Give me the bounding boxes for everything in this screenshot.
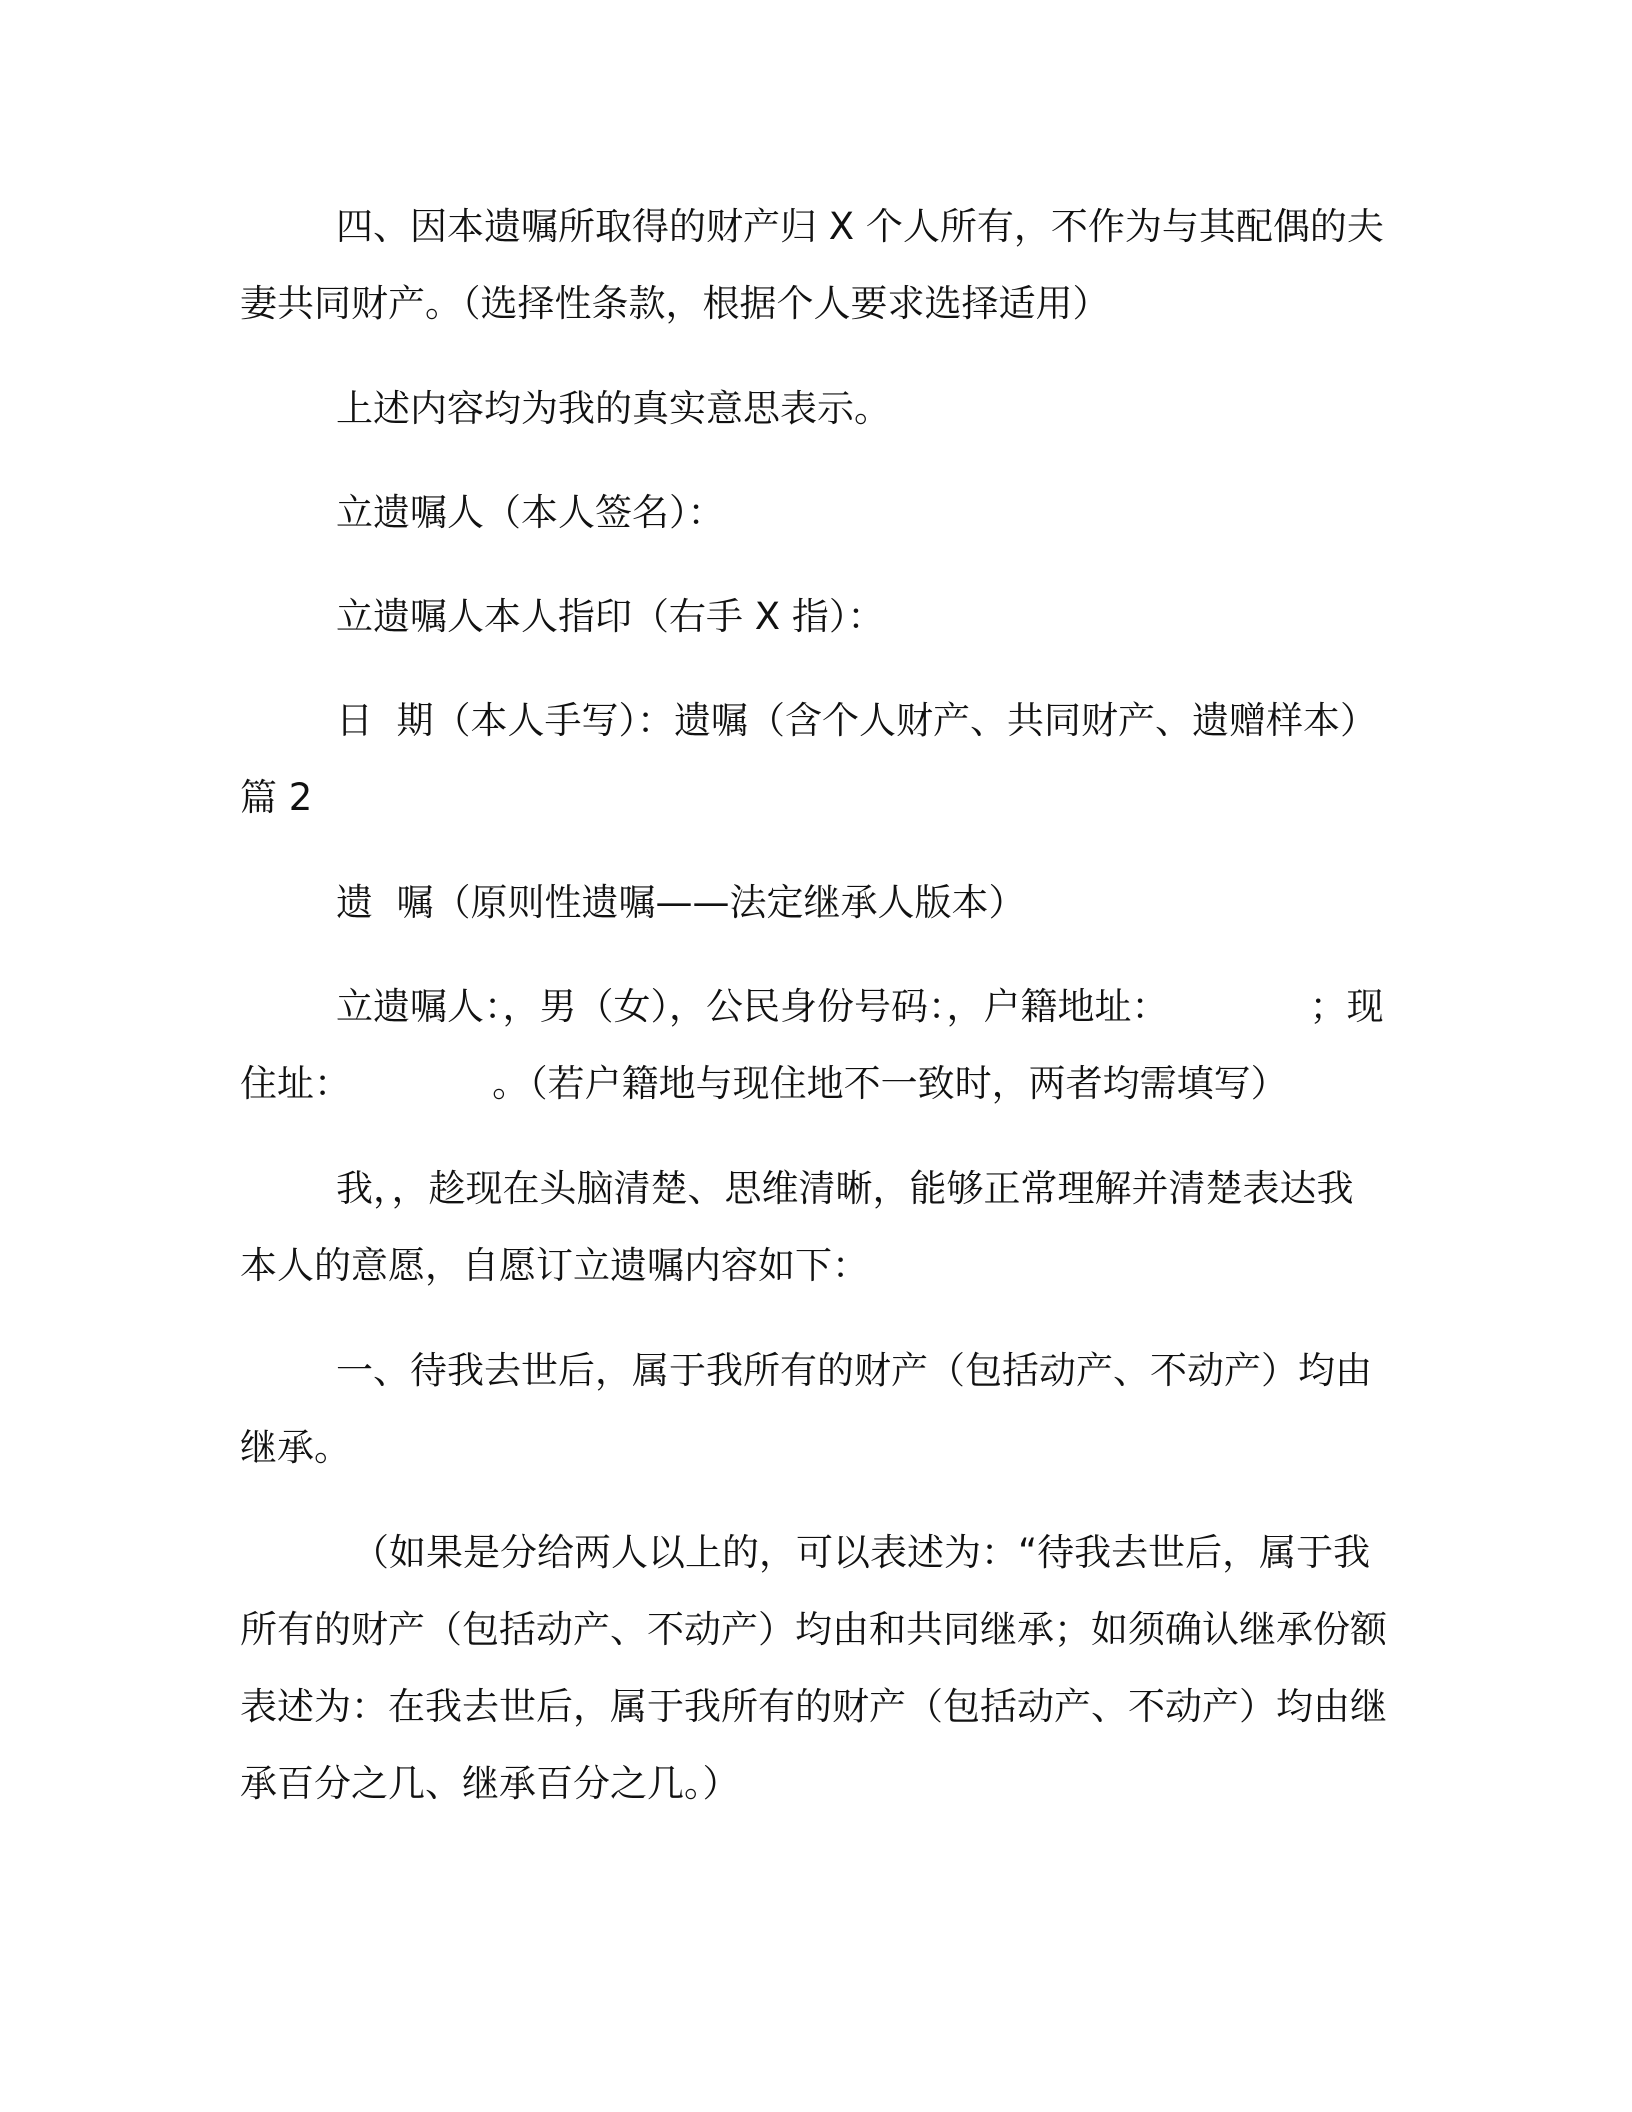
paragraph-clause-four: 四、因本遗嘱所取得的财产归 X 个人所有，不作为与其配偶的夫妻共同财产。（选择性条款，根据个人要求选择适用）: [240, 205, 1384, 325]
paragraph-testator-info: 立遗嘱人：，男（女），公民身份号码：，户籍地址： ；现住址： 。（若户籍地与现住地不一致时，两者均需填写）: [240, 985, 1384, 1105]
paragraph-date-and-section-title: 日 期（本人手写）：遗嘱（含个人财产、共同财产、遗赠样本）篇 2: [240, 699, 1378, 819]
document-body: [240, 188, 1390, 1822]
paragraph-will-heading: 遗 嘱（原则性遗嘱——法定继承人版本）: [336, 881, 1026, 924]
paragraph-true-intention: 上述内容均为我的真实意思表示。: [336, 387, 891, 430]
paragraph-testator-signature: 立遗嘱人（本人签名）：: [336, 491, 725, 534]
paragraph-multiple-heirs-note: （如果是分给两人以上的，可以表述为：“待我去世后，属于我所有的财产（包括动产、不动产）均由和共同继承；如须确认继承份额表述为：在我去世后，属于我所有的财产（包括动产、不动产）均由继承百分之几、继承百分之几。）: [240, 1531, 1387, 1805]
paragraph-declaration: 我，，趁现在头脑清楚、思维清晰，能够正常理解并清楚表达我本人的意愿，自愿订立遗嘱内容如下：: [240, 1167, 1354, 1287]
paragraph-testator-fingerprint: 立遗嘱人本人指印（右手 X 指）：: [336, 595, 885, 638]
paragraph-clause-one: 一、待我去世后，属于我所有的财产（包括动产、不动产）均由继承。: [240, 1349, 1372, 1469]
